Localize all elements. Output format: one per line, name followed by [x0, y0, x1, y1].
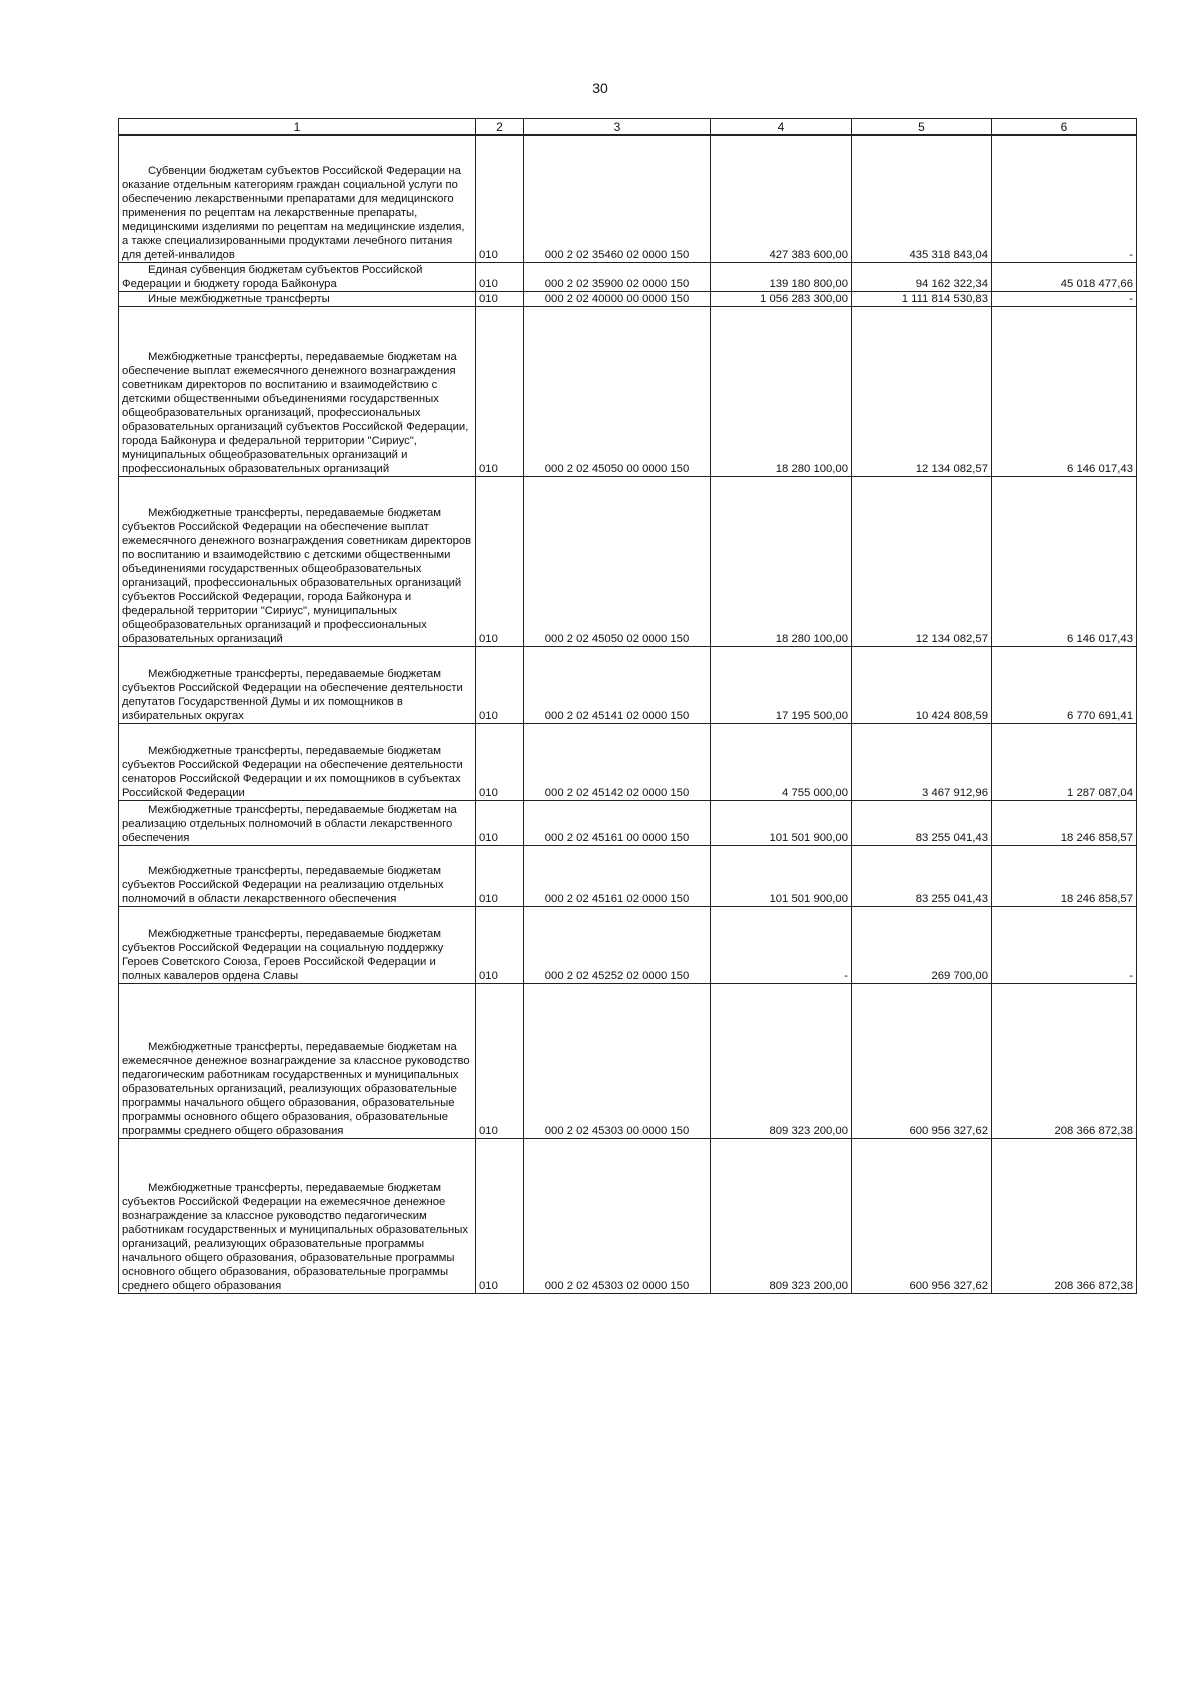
- header-col-6: 6: [992, 119, 1137, 136]
- row-remaining-cell: 208 366 872,38: [992, 984, 1137, 1139]
- row-kbk-cell: 000 2 02 45303 02 0000 150: [524, 1139, 711, 1294]
- table-row: [119, 984, 1137, 1139]
- row-remaining-cell: 6 146 017,43: [992, 307, 1137, 477]
- header-col-4: 4: [711, 119, 852, 136]
- row-name-cell: Межбюджетные трансферты, передаваемые бюджетам на ежемесячное денежное вознаграждение за классное руководство педагогическим работникам государственных и муниципальных образовательных организаций, реализующих образовательные программы начального общего образования, образовательные программы основного общего образования, образовательные программы среднего общего образования: [119, 984, 476, 1139]
- header-col-2: 2: [476, 119, 524, 136]
- row-code-cell: 010: [476, 307, 524, 477]
- row-executed-cell: 1 111 814 530,83: [852, 292, 992, 307]
- table-row: [119, 263, 1137, 292]
- row-name-cell: Межбюджетные трансферты, передаваемые бюджетам на обеспечение выплат ежемесячного денежного вознаграждения советникам директоров по воспитанию и взаимодействию с детскими общественными объединениями государственных общеобразовательных организаций, профессиональных образовательных организаций субъектов Российской Федерации, города Байконура и федеральной территории "Сириус", муниципальных общеобразовательных организаций и профессиональных образовательных организаций: [119, 307, 476, 477]
- row-name-cell: Субвенции бюджетам субъектов Российской Федерации на оказание отдельным категориям граждан социальной услуги по обеспечению лекарственными препаратами для медицинского применения по рецептам на лекарственные препараты, медицинскими изделиями по рецептам на медицинские изделия, а также специализированными продуктами лечебного питания для детей-инвалидов: [119, 135, 476, 263]
- header-col-5: 5: [852, 119, 992, 136]
- row-plan-cell: 4 755 000,00: [711, 724, 852, 801]
- row-executed-cell: 435 318 843,04: [852, 135, 992, 263]
- row-executed-cell: 269 700,00: [852, 907, 992, 984]
- row-executed-cell: 12 134 082,57: [852, 477, 992, 647]
- row-executed-cell: 94 162 322,34: [852, 263, 992, 292]
- row-code-cell: 010: [476, 1139, 524, 1294]
- row-kbk-cell: 000 2 02 35460 02 0000 150: [524, 135, 711, 263]
- row-code-cell: 010: [476, 477, 524, 647]
- row-executed-cell: 83 255 041,43: [852, 846, 992, 907]
- row-kbk-cell: 000 2 02 45161 00 0000 150: [524, 801, 711, 846]
- row-kbk-cell: 000 2 02 40000 00 0000 150: [524, 292, 711, 307]
- row-name-cell: Иные межбюджетные трансферты: [119, 292, 476, 307]
- row-remaining-cell: -: [992, 292, 1137, 307]
- budget-table: [118, 118, 1137, 1294]
- row-plan-cell: 18 280 100,00: [711, 477, 852, 647]
- row-kbk-cell: 000 2 02 45050 02 0000 150: [524, 477, 711, 647]
- row-plan-cell: 809 323 200,00: [711, 1139, 852, 1294]
- table-row: [119, 801, 1137, 846]
- row-code-cell: 010: [476, 263, 524, 292]
- row-name-cell: Межбюджетные трансферты, передаваемые бюджетам субъектов Российской Федерации на обеспечение выплат ежемесячного денежного вознаграждения советникам директоров по воспитанию и взаимодействию с детскими общественными объединениями государственных общеобразовательных организаций, профессиональных образовательных организаций субъектов Российской Федерации, города Байконура и федеральной территории "Сириус", муниципальных общеобразовательных организаций и профессиональных образовательных организаций: [119, 477, 476, 647]
- row-code-cell: 010: [476, 907, 524, 984]
- table-row: [119, 907, 1137, 984]
- row-code-cell: 010: [476, 801, 524, 846]
- row-name-cell: Межбюджетные трансферты, передаваемые бюджетам субъектов Российской Федерации на социальную поддержку Героев Советского Союза, Героев Российской Федерации и полных кавалеров ордена Славы: [119, 907, 476, 984]
- table-row: [119, 846, 1137, 907]
- row-name-cell: Межбюджетные трансферты, передаваемые бюджетам субъектов Российской Федерации на обеспечение деятельности сенаторов Российской Федерации и их помощников в субъектах Российской Федерации: [119, 724, 476, 801]
- row-remaining-cell: -: [992, 907, 1137, 984]
- row-kbk-cell: 000 2 02 45161 02 0000 150: [524, 846, 711, 907]
- row-code-cell: 010: [476, 292, 524, 307]
- row-plan-cell: 1 056 283 300,00: [711, 292, 852, 307]
- row-executed-cell: 600 956 327,62: [852, 984, 992, 1139]
- table-row: [119, 307, 1137, 477]
- row-remaining-cell: 6 146 017,43: [992, 477, 1137, 647]
- table-row: [119, 647, 1137, 724]
- row-remaining-cell: -: [992, 135, 1137, 263]
- row-executed-cell: 600 956 327,62: [852, 1139, 992, 1294]
- row-plan-cell: 139 180 800,00: [711, 263, 852, 292]
- row-plan-cell: 809 323 200,00: [711, 984, 852, 1139]
- row-code-cell: 010: [476, 724, 524, 801]
- row-name-cell: Межбюджетные трансферты, передаваемые бюджетам на реализацию отдельных полномочий в области лекарственного обеспечения: [119, 801, 476, 846]
- table-row: [119, 724, 1137, 801]
- row-name-cell: Межбюджетные трансферты, передаваемые бюджетам субъектов Российской Федерации на реализацию отдельных полномочий в области лекарственного обеспечения: [119, 846, 476, 907]
- table-header-row: [119, 119, 1137, 136]
- row-kbk-cell: 000 2 02 45303 00 0000 150: [524, 984, 711, 1139]
- row-remaining-cell: 18 246 858,57: [992, 801, 1137, 846]
- row-remaining-cell: 1 287 087,04: [992, 724, 1137, 801]
- row-kbk-cell: 000 2 02 35900 02 0000 150: [524, 263, 711, 292]
- row-plan-cell: -: [711, 907, 852, 984]
- row-kbk-cell: 000 2 02 45050 00 0000 150: [524, 307, 711, 477]
- table-row: [119, 292, 1137, 307]
- header-col-3: 3: [524, 119, 711, 136]
- row-executed-cell: 12 134 082,57: [852, 307, 992, 477]
- row-name-cell: Единая субвенция бюджетам субъектов Российской Федерации и бюджету города Байконура: [119, 263, 476, 292]
- row-executed-cell: 3 467 912,96: [852, 724, 992, 801]
- row-executed-cell: 83 255 041,43: [852, 801, 992, 846]
- row-name-cell: Межбюджетные трансферты, передаваемые бюджетам субъектов Российской Федерации на обеспечение деятельности депутатов Государственной Думы и их помощников в избирательных округах: [119, 647, 476, 724]
- row-kbk-cell: 000 2 02 45141 02 0000 150: [524, 647, 711, 724]
- table-row: [119, 135, 1137, 263]
- row-remaining-cell: 18 246 858,57: [992, 846, 1137, 907]
- row-plan-cell: 101 501 900,00: [711, 846, 852, 907]
- row-remaining-cell: 6 770 691,41: [992, 647, 1137, 724]
- row-code-cell: 010: [476, 846, 524, 907]
- row-executed-cell: 10 424 808,59: [852, 647, 992, 724]
- table-row: [119, 1139, 1137, 1294]
- page-number: 30: [592, 80, 608, 96]
- row-remaining-cell: 45 018 477,66: [992, 263, 1137, 292]
- row-code-cell: 010: [476, 984, 524, 1139]
- header-col-1: 1: [119, 119, 476, 136]
- row-remaining-cell: 208 366 872,38: [992, 1139, 1137, 1294]
- row-kbk-cell: 000 2 02 45142 02 0000 150: [524, 724, 711, 801]
- row-plan-cell: 101 501 900,00: [711, 801, 852, 846]
- row-plan-cell: 18 280 100,00: [711, 307, 852, 477]
- row-kbk-cell: 000 2 02 45252 02 0000 150: [524, 907, 711, 984]
- row-code-cell: 010: [476, 135, 524, 263]
- row-plan-cell: 17 195 500,00: [711, 647, 852, 724]
- table-row: [119, 477, 1137, 647]
- row-code-cell: 010: [476, 647, 524, 724]
- row-plan-cell: 427 383 600,00: [711, 135, 852, 263]
- row-name-cell: Межбюджетные трансферты, передаваемые бюджетам субъектов Российской Федерации на ежемесячное денежное вознаграждение за классное руководство педагогическим работникам государственных и муниципальных образовательных организаций, реализующих образовательные программы начального общего образования, образовательные программы основного общего образования, образовательные программы среднего общего образования: [119, 1139, 476, 1294]
